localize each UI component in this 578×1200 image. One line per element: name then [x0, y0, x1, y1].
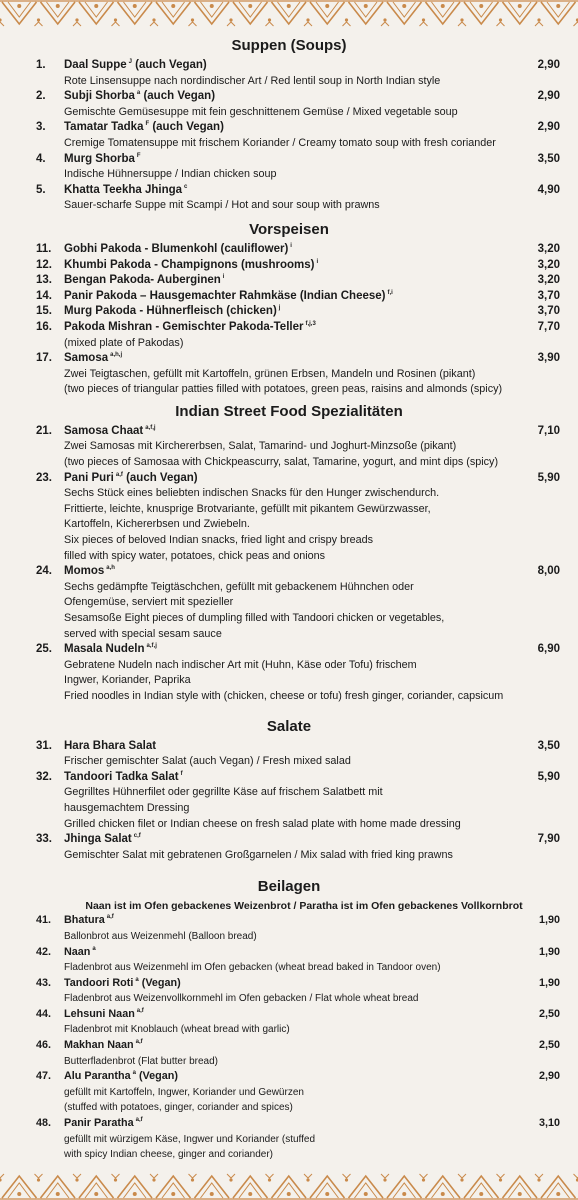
allergen-codes: a,f [135, 1039, 143, 1046]
item-name: Momos [64, 565, 105, 578]
menu-item [0, 152, 578, 183]
item-description: Kartoffeln, Kichererbsen und Zwiebeln. [64, 518, 250, 531]
item-description: Six pieces of beloved Indian snacks, fried light and crispy breads [64, 534, 374, 547]
item-price: 3,20 [537, 258, 560, 271]
allergen-codes: F [145, 121, 150, 128]
item-description: Fladenbrot aus Weizenvollkornmehl im Ofen gebacken / Flat whole wheat bread [64, 993, 419, 1005]
item-name-line [64, 120, 516, 136]
item-price: 2,90 [538, 1070, 560, 1083]
item-name-suffix: (Vegan) [138, 976, 181, 989]
allergen-codes: a [92, 945, 96, 952]
item-name-line [64, 471, 516, 487]
menu-item [0, 242, 578, 258]
item-number: 3. [36, 121, 46, 134]
item-name-line [64, 320, 516, 336]
menu-item [0, 89, 578, 120]
item-price: 7,10 [537, 424, 560, 437]
menu-item [0, 258, 578, 274]
item-price: 5,90 [537, 770, 560, 783]
menu-item [0, 351, 578, 398]
item-price: 1,90 [538, 976, 560, 989]
item-name: Gobhi Pakoda - Blumenkohl (cauliflower) [64, 242, 289, 255]
item-name-line [64, 913, 516, 929]
allergen-codes: a,h,j [110, 352, 123, 359]
item-price: 2,50 [538, 1039, 560, 1052]
item-price: 1,90 [538, 945, 560, 958]
item-description: Fladenbrot aus Weizenmehl im Ofen gebacken (wheat bread baked in Tandoor oven) [64, 962, 441, 974]
item-name: Pakoda Mishran - Gemischter Pakoda-Teller [64, 320, 304, 333]
item-name: Tandoori Roti [64, 976, 134, 989]
item-description: Ingwer, Koriander, Paprika [64, 674, 191, 687]
menu-item [0, 304, 578, 320]
item-name: Naan [64, 945, 91, 958]
allergen-codes: a,f [136, 1007, 144, 1014]
item-description: Sauer-scharfe Suppe mit Scampi / Hot and sour soup with prawns [64, 199, 380, 212]
item-name: Jhinga Salat [64, 833, 132, 846]
item-description: Fried noodles in Indian style with (chicken, cheese or tofu) fresh ginger, coriander, capsicum [64, 689, 504, 702]
item-number: 47. [36, 1070, 52, 1083]
menu-item [0, 770, 578, 832]
menu-item [0, 120, 578, 151]
item-name: Alu Parantha [64, 1070, 131, 1083]
item-number: 2. [36, 90, 46, 103]
item-number: 46. [36, 1039, 52, 1052]
item-number: 31. [36, 739, 52, 752]
item-number: 33. [36, 833, 52, 846]
section-side-dishes [0, 875, 578, 1163]
item-number: 21. [36, 424, 52, 437]
section-salads [0, 715, 578, 864]
allergen-codes: c,f [133, 833, 141, 840]
section-title: Vorspeisen [249, 220, 329, 238]
item-description: gefüllt mit Kartoffeln, Ingwer, Koriander und Gewürzen [64, 1086, 304, 1098]
bottom-ornamental-border-icon [0, 1172, 578, 1200]
item-number: 41. [36, 914, 52, 927]
menu-item [0, 1069, 578, 1116]
item-description: Frittierte, leichte, knusprige Brotvariante, gefüllt mit pikantem Gewürzwasser, [64, 502, 431, 515]
item-name: Daal Suppe [64, 59, 127, 71]
item-description: Sechs gedämpfte Teigtäschchen, gefüllt mit gebackenem Hühnchen oder [64, 580, 414, 593]
menu-item [0, 642, 578, 704]
allergen-codes: J [128, 59, 132, 65]
item-name: Khumbi Pakoda - Champignons (mushrooms) [64, 258, 315, 271]
menu-item [0, 1038, 578, 1069]
item-price: 1,90 [538, 914, 560, 927]
item-number: 25. [36, 643, 52, 656]
item-price: 3,10 [538, 1117, 560, 1130]
item-name-line [64, 304, 516, 320]
top-ornamental-border-icon [0, 0, 578, 28]
item-description: Zwei Teigtaschen, gefüllt mit Kartoffeln, grünen Erbsen, Mandeln und Rosinen (pikant) [64, 367, 476, 380]
allergen-codes: j [278, 305, 281, 312]
allergen-codes: i [290, 242, 292, 249]
section-title: Salate [266, 717, 312, 735]
item-price: 6,90 [537, 643, 560, 656]
item-name-line [64, 58, 516, 74]
item-price: 3,20 [537, 242, 560, 255]
allergen-codes: f,i [387, 289, 393, 296]
item-name-line [64, 976, 516, 992]
item-name-line [64, 1038, 516, 1054]
item-number: 44. [36, 1007, 52, 1020]
item-name: Tamatar Tadka [64, 121, 144, 134]
item-name: Murg Pakoda - Hühnerfleisch (chicken) [64, 305, 277, 318]
menu-item [0, 58, 578, 89]
item-number: 15. [36, 305, 52, 318]
item-name-line [64, 183, 516, 199]
allergen-codes: f,j,3 [305, 320, 316, 327]
allergen-codes: a [135, 976, 139, 983]
item-description: Sechs Stück eines beliebten indischen Snacks für den Hunger zwischendurch. [64, 487, 440, 500]
item-number: 1. [36, 59, 46, 71]
allergen-codes: a [132, 1070, 136, 1077]
item-name: Hara Bhara Salat [64, 739, 157, 752]
menu-item [0, 320, 578, 351]
item-name: Tandoori Tadka Salat [64, 770, 179, 783]
allergen-codes: a,f,j [145, 424, 156, 431]
menu-item [0, 289, 578, 305]
item-price: 3,90 [537, 352, 560, 365]
section-subtitle: Naan ist im Ofen gebackenes Weizenbrot / Paratha ist im Ofen gebackenes Vollkornbrot [85, 900, 523, 913]
item-name-suffix: (auch Vegan) [131, 59, 207, 71]
item-name: Bhatura [64, 914, 105, 927]
item-description: Butterfladenbrot (Flat butter bread) [64, 1055, 218, 1067]
item-name-line [64, 945, 516, 961]
item-price: 3,50 [537, 152, 560, 165]
item-description: Sesamsoße Eight pieces of dumpling filled with Tandoori chicken or vegetables, [64, 612, 445, 624]
item-name-line [64, 289, 516, 305]
section-title: Indian Street Food Spezialitäten [175, 402, 403, 420]
menu-item [0, 471, 578, 565]
item-price: 3,70 [537, 305, 560, 318]
item-name: Samosa Chaat [64, 424, 144, 437]
item-name-line [64, 739, 516, 755]
item-price: 3,20 [537, 274, 560, 287]
item-name-line [64, 1007, 516, 1023]
item-description: (two pieces of Samosaa with Chickpeascurry, salat, Tamarine, yogurt, and mint dips (spicy) [64, 456, 499, 469]
item-name-suffix: (auch Vegan) [149, 121, 224, 134]
item-name: Bengan Pakoda- Auberginen [64, 274, 221, 287]
item-name: Khatta Teekha Jhinga [64, 183, 183, 196]
item-description: filled with spicy water, potatoes, chick peas and onions [64, 549, 326, 562]
item-description: hausgemachtem Dressing [64, 801, 190, 814]
allergen-codes: c [184, 183, 188, 190]
item-number: 12. [36, 258, 52, 271]
item-name-line [64, 1069, 516, 1085]
item-number: 4. [36, 152, 46, 165]
item-description: Ofengemüse, serviert mit spezieller [64, 596, 234, 609]
menu-item [0, 913, 578, 944]
item-number: 17. [36, 352, 52, 365]
item-price: 2,90 [537, 90, 560, 103]
section-street-food [0, 400, 578, 705]
menu-item [0, 739, 578, 770]
item-name: Panir Pakoda – Hausgemachter Rahmkäse (Indian Cheese) [64, 289, 386, 302]
item-description: gefüllt mit würzigem Käse, Ingwer und Koriander (stuffed [64, 1133, 316, 1145]
item-name-line [64, 258, 516, 274]
item-name-line [64, 832, 516, 848]
item-price: 3,70 [537, 289, 560, 302]
allergen-codes: a [136, 90, 141, 97]
menu-page [0, 30, 578, 1163]
item-name-line [64, 351, 516, 367]
item-name-line [64, 89, 516, 105]
item-description: Gemischter Salat mit gebratenen Großgarnelen / Mix salad with fried king prawns [64, 848, 453, 861]
section-title: Beilagen [257, 878, 321, 896]
item-price: 7,90 [537, 833, 560, 846]
item-description: Cremige Tomatensuppe mit frischem Koriander / Creamy tomato soup with fresh coriander [64, 136, 496, 149]
allergen-codes: a,f [115, 471, 123, 478]
item-description: with spicy Indian cheese, ginger and coriander) [64, 1149, 274, 1161]
menu-item [0, 976, 578, 1007]
item-description: served with special sesam sauce [64, 627, 222, 640]
item-price: 2,90 [537, 59, 560, 71]
item-number: 11. [36, 242, 52, 255]
item-description: Ballonbrot aus Weizenmehl (Balloon bread) [64, 930, 257, 942]
item-name: Murg Shorba [64, 152, 135, 165]
item-price: 2,90 [537, 121, 560, 134]
item-number: 32. [36, 770, 52, 783]
section-starters [0, 218, 578, 398]
item-description: Gegrilltes Hühnerfilet oder gegrillte Käse auf frischem Salatbett mit [64, 786, 383, 799]
item-number: 23. [36, 471, 52, 484]
allergen-codes: a,f [135, 1117, 143, 1124]
item-number: 42. [36, 945, 52, 958]
item-name-line [64, 152, 516, 168]
item-description: Frischer gemischter Salat (auch Vegan) / Fresh mixed salad [64, 755, 351, 768]
item-description: Zwei Samosas mit Kirchererbsen, Salat, Tamarind- und Joghurt-Minzsoße (pikant) [64, 440, 457, 453]
item-description: Gemischte Gemüsesuppe mit fein geschnittenem Gemüse / Mixed vegetable soup [64, 105, 458, 118]
item-price: 2,50 [538, 1007, 560, 1020]
item-name-line [64, 424, 516, 440]
item-name-suffix: (Vegan) [135, 1070, 178, 1083]
item-price: 5,90 [537, 471, 560, 484]
menu-item [0, 564, 578, 642]
allergen-codes: a,h [106, 565, 115, 572]
allergen-codes: i [316, 258, 319, 265]
item-number: 48. [36, 1117, 52, 1130]
item-name-line [64, 273, 516, 289]
item-name: Masala Nudeln [64, 643, 145, 656]
menu-item [0, 1116, 578, 1163]
item-number: 24. [36, 565, 52, 578]
item-name: Pani Puri [64, 471, 114, 484]
item-description: Grilled chicken filet or Indian cheese on fresh salad plate with home made dressing [64, 817, 461, 830]
item-price: 7,70 [537, 320, 560, 333]
item-name: Samosa [64, 352, 109, 365]
item-description: Indische Hühnersuppe / Indian chicken soup [64, 168, 277, 181]
allergen-codes: a,f,j [146, 643, 157, 650]
item-description: (stuffed with potatoes, ginger, coriander and spices) [64, 1102, 293, 1114]
item-number: 5. [36, 183, 46, 196]
item-number: 43. [36, 976, 52, 989]
section-soups [0, 34, 578, 214]
menu-item [0, 832, 578, 863]
item-price: 3,50 [537, 739, 560, 752]
item-description: (mixed plate of Pakodas) [64, 336, 184, 349]
item-name-line [64, 242, 516, 258]
item-number: 13. [36, 274, 52, 287]
item-name-line [64, 1116, 516, 1132]
item-description: Rote Linsensuppe nach nordindischer Art / Red lentil soup in North Indian style [64, 74, 441, 87]
item-name: Subji Shorba [64, 90, 135, 103]
item-price: 4,90 [537, 183, 560, 196]
menu-item [0, 273, 578, 289]
allergen-codes: f [180, 770, 183, 777]
item-description: Gebratene Nudeln nach indischer Art mit (Huhn, Käse oder Tofu) frischem [64, 658, 417, 671]
item-name: Makhan Naan [64, 1039, 134, 1052]
menu-item [0, 183, 578, 214]
menu-item [0, 424, 578, 471]
allergen-codes: F [136, 152, 141, 159]
item-name: Lehsuni Naan [64, 1007, 135, 1020]
menu-item [0, 1007, 578, 1038]
item-name-line [64, 642, 516, 658]
item-name-suffix: (auch Vegan) [122, 471, 198, 484]
item-name-line [64, 564, 516, 580]
item-description: Fladenbrot mit Knoblauch (wheat bread with garlic) [64, 1024, 290, 1036]
section-title: Suppen (Soups) [231, 37, 347, 54]
item-name: Panir Paratha [64, 1117, 134, 1130]
allergen-codes: a,f [106, 914, 114, 921]
menu-item [0, 945, 578, 976]
item-name-suffix: (auch Vegan) [140, 90, 216, 103]
item-price: 8,00 [537, 565, 560, 578]
item-description: (two pieces of triangular patties filled with potatoes, green peas, raisins and almonds (spicy) [64, 383, 503, 396]
item-number: 14. [36, 289, 52, 302]
item-number: 16. [36, 320, 52, 333]
item-name-line [64, 770, 516, 786]
allergen-codes: i [222, 274, 225, 281]
